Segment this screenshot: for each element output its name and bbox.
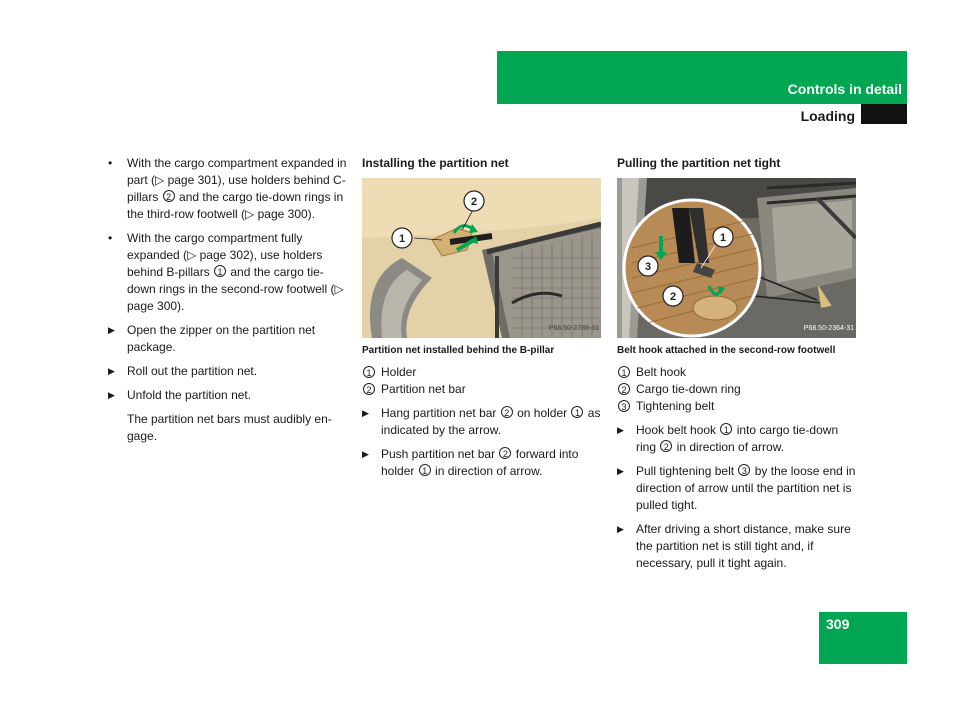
text: in direction of arrow. [431, 464, 543, 478]
subsection-title: Loading [800, 108, 855, 124]
bullet-marker: • [108, 156, 113, 170]
step-marker: ▶ [108, 325, 115, 335]
ref-number: 1 [720, 423, 732, 435]
figure-caption: Partition net installed behind the B-pillar [362, 345, 555, 356]
legend-text: Cargo tie-down ring [636, 382, 741, 396]
step-text: Open the zipper on the partition net package. [127, 323, 316, 354]
note-text: The partition net bars must audibly en-gage. [127, 412, 332, 443]
figure-illustration [362, 178, 601, 338]
text: by the loose end in direction of arrow until the partition net is pulled tight. [636, 464, 856, 512]
ref-number: 1 [214, 265, 226, 277]
step-marker: ▶ [617, 524, 624, 534]
step-text: Roll out the partition net. [127, 364, 258, 378]
step-item [362, 446, 602, 480]
text: page 300). [127, 299, 185, 313]
text: as indicated by the arrow. [381, 406, 601, 437]
legend-text: Partition net bar [381, 382, 466, 396]
step-marker: ▶ [108, 390, 115, 400]
section-heading: Pulling the partition net tight [617, 156, 781, 170]
legend-item [362, 364, 602, 381]
step-item [617, 463, 857, 514]
legend-item [617, 381, 857, 398]
ref-number: 2 [499, 447, 511, 459]
text: in direction of arrow. [673, 440, 785, 454]
partition-net-figure [362, 178, 601, 338]
figure-label-3: 3 [644, 261, 652, 273]
bullet-item [108, 230, 348, 315]
step-marker: ▶ [362, 449, 369, 459]
legend-item [617, 364, 857, 381]
legend-number: 1 [618, 366, 630, 378]
text: and the cargo tie-down rings in the third-row footwell ( [127, 190, 344, 221]
ref-number: 2 [501, 406, 513, 418]
text: page 301), use holders behind C-pillars [127, 173, 346, 204]
step-marker: ▶ [617, 425, 624, 435]
step-item [617, 422, 857, 456]
figure-code: P68.50-2789-31 [548, 325, 599, 332]
legend-number: 2 [363, 383, 375, 395]
text: Hang partition net bar [381, 406, 500, 420]
section-heading: Installing the partition net [362, 156, 509, 170]
legend-item [617, 398, 857, 415]
step-marker: ▶ [108, 366, 115, 376]
figure-code: P68.50-2364-31 [803, 325, 854, 332]
figure-label-2: 2 [669, 291, 677, 303]
page-number: 309 [826, 616, 850, 632]
page-ref-icon: ▷ [155, 173, 165, 187]
step-marker: ▶ [362, 408, 369, 418]
legend-number: 3 [618, 400, 630, 412]
legend-number: 2 [618, 383, 630, 395]
text: Push partition net bar [381, 447, 499, 461]
section-title: Controls in detail [787, 81, 902, 97]
bullet-item [108, 155, 348, 223]
step-item [617, 521, 857, 572]
bullet-marker: • [108, 231, 113, 245]
text: into cargo tie-down ring [636, 423, 839, 454]
right-column [617, 155, 857, 579]
subsection-tab [861, 104, 907, 124]
legend-number: 1 [363, 366, 375, 378]
legend-text: Holder [381, 365, 417, 379]
text: page 302), use holders behind B-pillars [127, 248, 323, 279]
figure-legend [362, 364, 602, 398]
page-ref-icon: ▷ [187, 248, 197, 262]
ref-number: 2 [660, 440, 672, 452]
legend-item [362, 381, 602, 398]
step-text: After driving a short distance, make sure the partition net is still tight and, if necessary, pull it tight again. [636, 522, 851, 570]
step-item [362, 405, 602, 439]
text: and the cargo tie-down rings in the second-row footwell ( [127, 265, 335, 296]
middle-column [362, 155, 602, 487]
page-ref-icon: ▷ [334, 282, 344, 296]
left-column [108, 155, 348, 452]
legend-text: Tightening belt [636, 399, 715, 413]
page-ref-icon: ▷ [245, 207, 255, 221]
text: With the cargo compartment fully expanded ( [127, 231, 303, 262]
ref-number: 1 [571, 406, 583, 418]
figure-illustration [617, 178, 856, 338]
text: on holder [513, 406, 571, 420]
belt-hook-figure [617, 178, 856, 338]
legend-text: Belt hook [636, 365, 687, 379]
ref-number: 2 [163, 190, 175, 202]
text: With the cargo compartment expanded in part ( [127, 156, 347, 187]
ref-number: 1 [419, 464, 431, 476]
step-text: Unfold the partition net. [127, 388, 252, 402]
step-item [108, 387, 348, 404]
text: Hook belt hook [636, 423, 720, 437]
text: page 300). [254, 207, 315, 221]
figure-label-1: 1 [719, 232, 727, 244]
step-item [108, 322, 348, 356]
step-marker: ▶ [617, 466, 624, 476]
text: forward into holder [381, 447, 579, 478]
figure-label-2: 2 [470, 196, 478, 208]
figure-label-1: 1 [398, 233, 406, 245]
step-item [108, 363, 348, 380]
ref-number: 3 [738, 464, 750, 476]
text: Pull tightening belt [636, 464, 738, 478]
figure-legend [617, 364, 857, 415]
figure-caption: Belt hook attached in the second-row footwell [617, 345, 836, 356]
